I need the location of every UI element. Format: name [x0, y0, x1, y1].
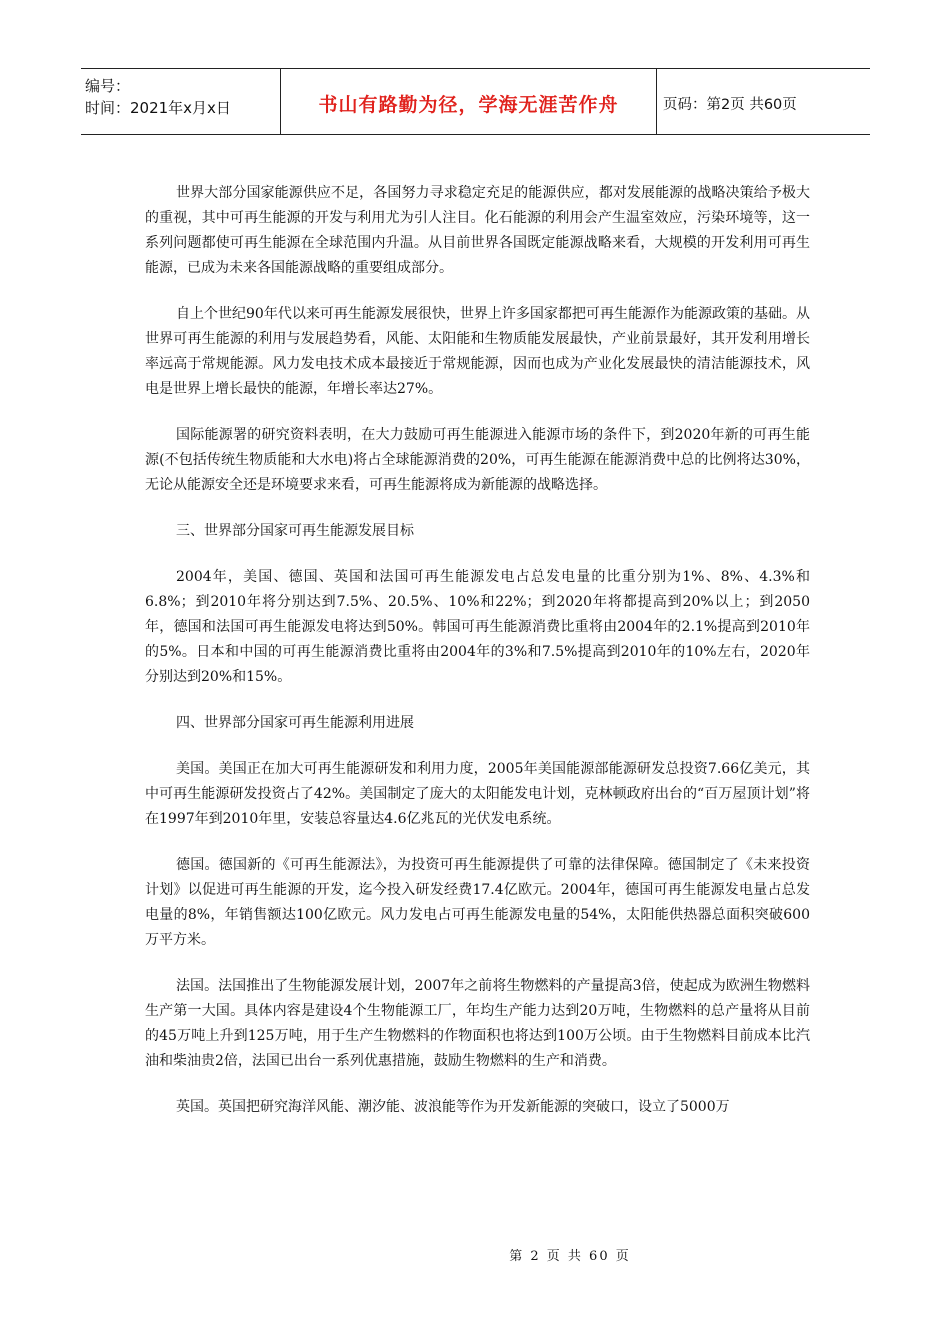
paragraph: 法国。法国推出了生物能源发展计划，2007年之前将生物燃料的产量提高3倍，使起成为欧洲生物燃料生产第一大国。具体内容是建设4个生物能源工厂，年均生产能力达到20万吨，生物燃料的总产量将从目前的45万吨上升到125万吨，用于生产生物燃料的作物面积也将达到100万公顷。由于生物燃料目前成本比汽油和柴油贵2倍，法国已出台一系列优惠措施，鼓励生物燃料的生产和消费。 [145, 978, 810, 1069]
header-meta [81, 69, 281, 134]
paragraph: 美国。美国正在加大可再生能源研发和利用力度，2005年美国能源部能源研发总投资7.66亿美元，其中可再生能源研发投资占了42%。美国制定了庞大的太阳能发电计划，克林顿政府出台的“百万屋顶计划”将在1997年到2010年里，安装总容量达4.6亿兆瓦的光伏发电系统。 [145, 761, 810, 827]
page-footer: 第 2 页 共 60 页 [509, 1249, 631, 1264]
section-heading: 四、世界部分国家可再生能源利用进展 [176, 715, 414, 731]
paragraph: 国际能源署的研究资料表明，在大力鼓励可再生能源进入能源市场的条件下，到2020年新的可再生能源(不包括传统生物质能和大水电)将占全球能源消费的20%，可再生能源在能源消费中总的比例将达30%，无论从能源安全还是环境要求来看，可再生能源将成为新能源的战略选择。 [145, 427, 810, 493]
paragraph: 英国。英国把研究海洋风能、潮汐能、波浪能等作为开发新能源的突破口，设立了5000万 [176, 1099, 730, 1115]
document-body [145, 181, 810, 1141]
paragraph: 2004年，美国、德国、英国和法国可再生能源发电占总发电量的比重分别为1%、8%、4.3%和6.8%；到2010年将分别达到7.5%、20.5%、10%和22%；到2020年将都提高到20%以上；到2050年，德国和法国可再生能源发电将达到50%。韩国可再生能源消费比重将由2004年的2.1%提高到2010年的5%。日本和中国的可再生能源消费比重将由2004年的3%和7.5%提高到2010年的10%左右，2020年分别达到20%和15%。 [145, 569, 810, 685]
section-heading: 三、世界部分国家可再生能源发展目标 [176, 523, 414, 539]
paragraph: 德国。德国新的《可再生能源法》，为投资可再生能源提供了可靠的法律保障。德国制定了《未来投资计划》以促进可再生能源的开发，迄今投入研发经费17.4亿欧元。2004年，德国可再生能源发电量占总发电量的8%，年销售额达100亿欧元。风力发电占可再生能源发电量的54%，太阳能供热器总面积突破600万平方米。 [145, 857, 810, 948]
header-page-number: 页码：第2页 共60页 [663, 97, 797, 113]
header-motto: 书山有路勤为径，学海无涯苦作舟 [281, 69, 657, 134]
document-number-label: 编号： [85, 77, 131, 95]
paragraph: 自上个世纪90年代以来可再生能源发展很快，世界上许多国家都把可再生能源作为能源政策的基础。从世界可再生能源的利用与发展趋势看，风能、太阳能和生物质能发展最快，产业前景最好，其开发利用增长率远高于常规能源。风力发电技术成本最接近于常规能源，因而也成为产业化发展最快的清洁能源技术，风电是世界上增长最快的能源，年增长率达27%。 [145, 306, 810, 397]
document-header [81, 68, 870, 135]
paragraph: 世界大部分国家能源供应不足，各国努力寻求稳定充足的能源供应，都对发展能源的战略决策给予极大的重视，其中可再生能源的开发与利用尤为引人注目。化石能源的利用会产生温室效应，污染环境等，这一系列问题都使可再生能源在全球范围内升温。从目前世界各国既定能源战略来看，大规模的开发利用可再生能源，已成为未来各国能源战略的重要组成部分。 [145, 185, 810, 276]
document-date-label: 时间：2021年x月x日 [85, 99, 231, 117]
